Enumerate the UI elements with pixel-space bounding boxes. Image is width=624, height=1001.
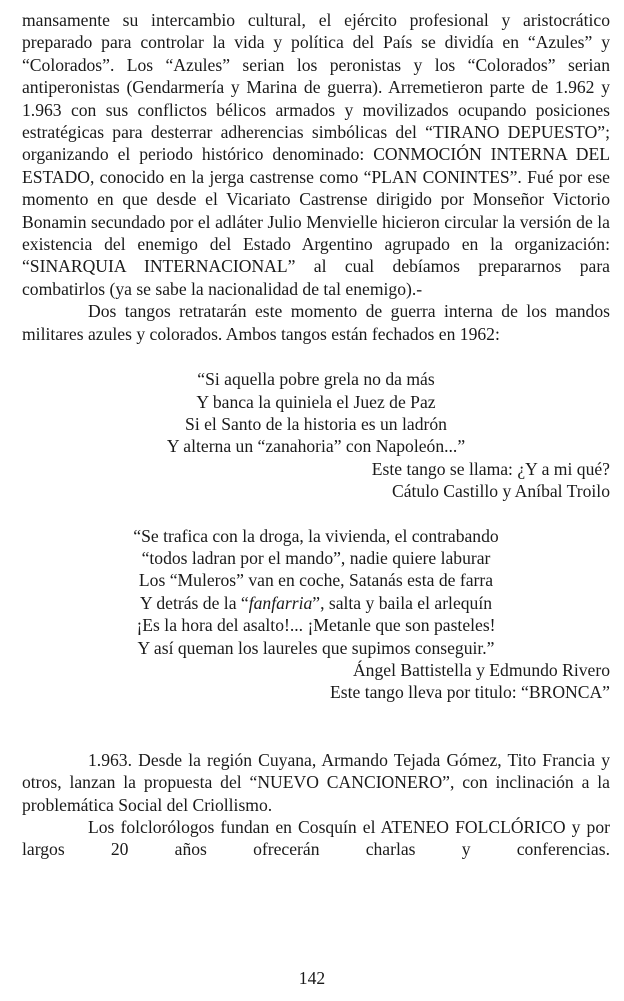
verse-text: Y detrás de la “: [139, 592, 249, 613]
verse-line: [22, 592, 610, 614]
verse-line: “todos ladran por el mando”, nadie quiere laburar: [141, 547, 491, 568]
verse-line: Y alterna un “zanahoria” con Napoleón...”: [166, 436, 466, 457]
tango-title-line: Este tango se llama: ¿Y a mi qué?: [371, 458, 610, 479]
document-page: [22, 0, 610, 861]
tango-quote-bronca: [22, 525, 610, 704]
tango-authors: Ángel Battistella y Edmundo Rivero: [352, 659, 610, 680]
body-paragraph-intro: mansamente su intercambio cultural, el ejército profesional y aristocrático preparado para controlar la vida y política del País se dividía en “Azules” y “Colorados”. Los “Azules” serian los peronistas y los “Colorados” serian antiperonistas (Gendarmería y Marina de guerra). Arremetieron parte de 1.962 y 1.963 con sus conflictos bélicos armados y movilizados ocupando posiciones estratégicas para desterrar adherencias simbólicas del “TIRANO DEPUESTO”; organizando el periodo histórico denominado: CONMOCIÓN INTERNA DEL ESTADO, conocido en la jerga castrense como “PLAN CONINTES”. Fué por ese momento en que desde el Vicariato Castrense dirigido por Monseñor Victorio Bonamin secundado por el adláter Julio Menvielle hicieron circular la versión de la existencia del enemigo del Estado Argentino agrupado en la organización: “SINARQUIA INTERNACIONAL” al cual debíamos prepararnos para combatirlos (ya se sabe la nacionalidad de tal enemigo).-: [22, 10, 610, 299]
verse-line: “Si aquella pobre grela no da más: [197, 369, 435, 390]
verse-line: Y así queman los laureles que supimos conseguir.”: [137, 637, 495, 658]
tango-title-line: Este tango lleva por titulo: “BRONCA”: [330, 682, 610, 703]
body-paragraph-two-tangos: Dos tangos retratarán este momento de guerra interna de los mandos militares azules y colorados. Ambos tangos están fechados en 1962:: [22, 301, 610, 344]
body-paragraph-ateneo: Los folclorólogos fundan en Cosquín el ATENEO FOLCLÓRICO y por largos 20 años ofrecerán charlas y conferencias.: [22, 817, 610, 860]
verse-line: Los “Muleros” van en coche, Satanás esta de farra: [138, 570, 494, 591]
tango-quote-y-a-mi-que: [22, 368, 610, 502]
verse-line: ¡Es la hora del asalto!... ¡Metanle que son pasteles!: [136, 615, 496, 636]
verse-line: “Se trafica con la droga, la vivienda, el contrabando: [133, 525, 499, 546]
page-number: 142: [298, 968, 326, 988]
verse-text: ”, salta y baila el arlequín: [312, 592, 493, 613]
verse-italic-word: fanfarria: [248, 592, 313, 613]
verse-line: Si el Santo de la historia es un ladrón: [185, 413, 447, 434]
tango-authors: Cátulo Castillo y Aníbal Troilo: [392, 481, 610, 502]
verse-line: Y banca la quiniela el Juez de Paz: [196, 391, 436, 412]
body-paragraph-nuevo-cancionero: 1.963. Desde la región Cuyana, Armando Tejada Gómez, Tito Francia y otros, lanzan la propuesta del “NUEVO CANCIONERO”, con inclinación a la problemática Social del Criollismo.: [22, 749, 610, 815]
